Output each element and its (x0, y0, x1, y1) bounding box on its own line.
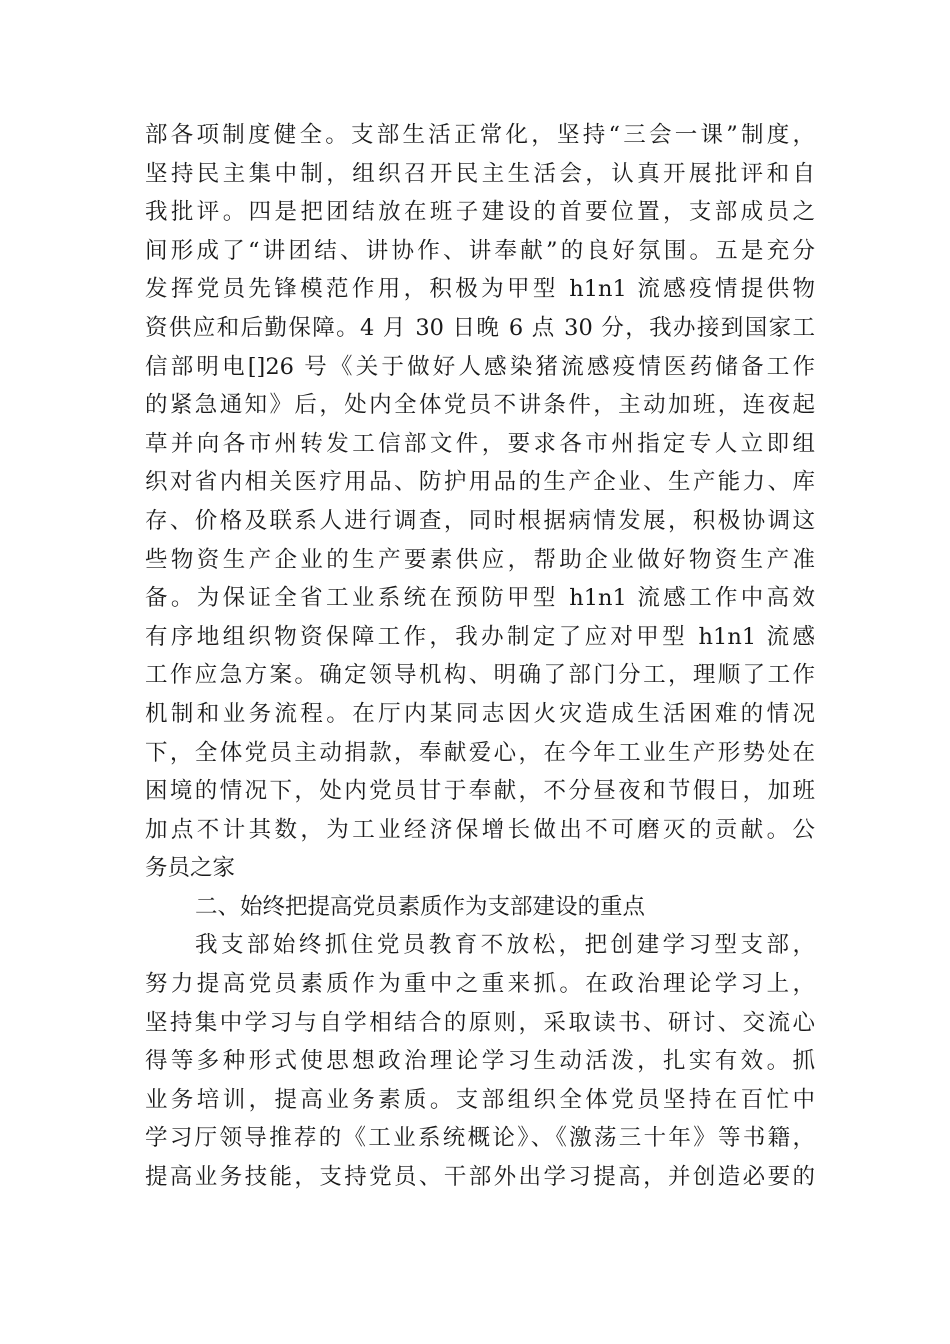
text-line: 部各项制度健全。支部生活正常化，坚持“三会一课”制度， (145, 122, 815, 148)
text-line: 些物资生产企业的生产要素供应，帮助企业做好物资生产准 (145, 546, 815, 573)
text-line: 机制和业务流程。在厅内某同志因火灾造成生活困难的情况 (145, 700, 815, 727)
text-line: 得等多种形式使思想政治理论学习生动活泼，扎实有效。抓 (145, 1048, 815, 1075)
text-line: 信部明电[]26 号《关于做好人感染猪流感疫情医药储备工作 (145, 353, 815, 380)
text-line: 下，全体党员主动捐款，奉献爱心，在今年工业生产形势处在 (145, 739, 815, 766)
text-line: 坚持民主集中制，组织召开民主生活会，认真开展批评和自 (145, 160, 815, 187)
text-line: 存、价格及联系人进行调查，同时根据病情发展，积极协调这 (145, 507, 815, 534)
body-text (145, 116, 815, 1197)
text-line: 学习厅领导推荐的《工业系统概论》、《激荡三十年》等书籍， (145, 1125, 815, 1152)
text-line: 努力提高党员素质作为重中之重来抓。在政治理论学习上， (145, 971, 815, 998)
text-line: 草并向各市州转发工信部文件，要求各市州指定专人立即组 (145, 430, 815, 457)
text-line: 坚持集中学习与自学相结合的原则，采取读书、研讨、交流心 (145, 1009, 815, 1036)
text-line: 工作应急方案。确定领导机构、明确了部门分工，理顺了工作 (145, 662, 815, 689)
text-line: 提高业务技能，支持党员、干部外出学习提高，并创造必要的 (145, 1164, 815, 1191)
text-line: 务员之家 (145, 855, 236, 882)
text-line: 发挥党员先锋模范作用，积极为甲型 h1n1 流感疫情提供物 (145, 276, 815, 303)
text-line: 有序地组织物资保障工作，我办制定了应对甲型 h1n1 流感 (145, 623, 815, 650)
text-line: 我批评。四是把团结放在班子建设的首要位置，支部成员之 (145, 199, 815, 226)
text-line: 我支部始终抓住党员教育不放松，把创建学习型支部， (195, 932, 815, 959)
text-line: 的紧急通知》后，处内全体党员不讲条件，主动加班，连夜起 (145, 392, 815, 419)
text-line: 加点不计其数，为工业经济保增长做出不可磨灭的贡献。公 (145, 816, 815, 843)
text-line: 业务培训，提高业务素质。支部组织全体党员坚持在百忙中 (145, 1086, 815, 1113)
text-line: 资供应和后勤保障。4 月 30 日晚 6 点 30 分，我办接到国家工 (145, 314, 815, 341)
text-line: 困境的情况下，处内党员甘于奉献，不分昼夜和节假日，加班 (145, 778, 815, 805)
text-line: 间形成了“讲团结、讲协作、讲奉献”的良好氛围。五是充分 (145, 237, 815, 264)
text-line: 织对省内相关医疗用品、防护用品的生产企业、生产能力、库 (145, 469, 815, 496)
section-heading: 二、始终把提高党员素质作为支部建设的重点 (195, 893, 646, 920)
text-line: 备。为保证全省工业系统在预防甲型 h1n1 流感工作中高效 (145, 585, 815, 612)
